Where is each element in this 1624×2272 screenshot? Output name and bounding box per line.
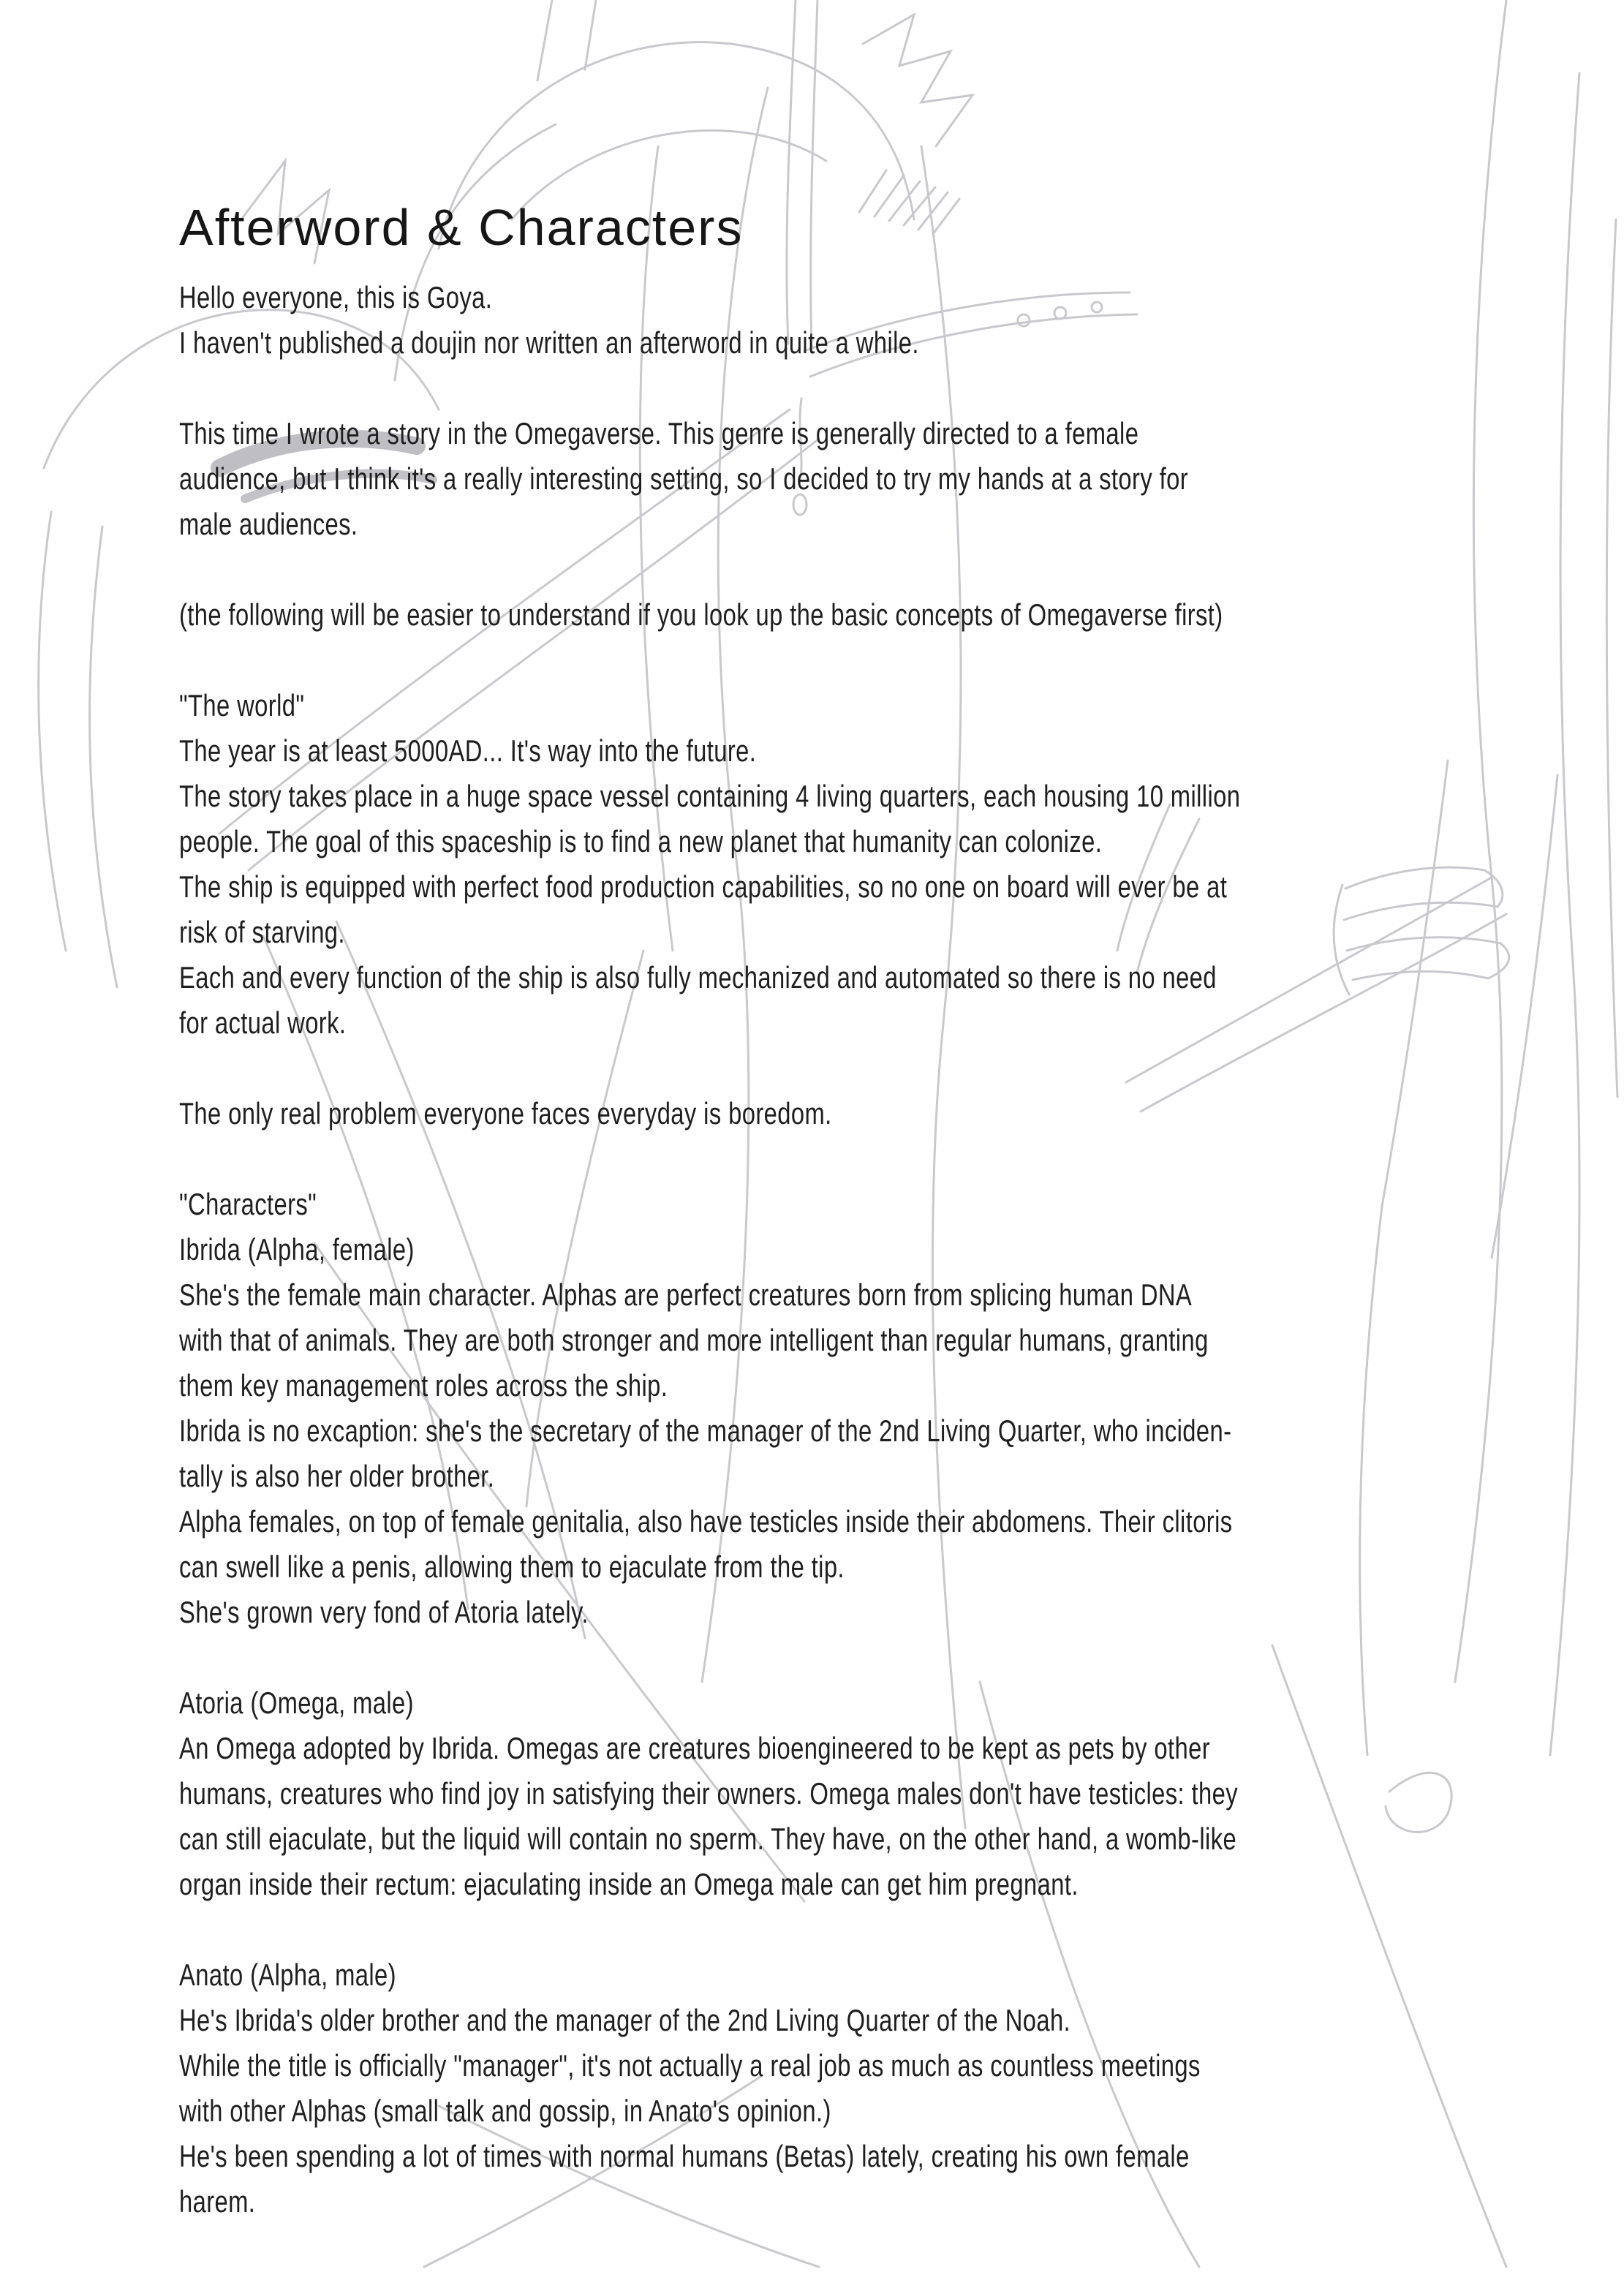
- text-line: The story takes place in a huge space vessel containing 4 living quarters, each housing 10 million: [179, 779, 1241, 813]
- afterword-text: [179, 275, 1593, 2224]
- text-line: organ inside their rectum: ejaculating inside an Omega male can get him pregnant.: [179, 1867, 1079, 1901]
- text-line: humans, creatures who find joy in satisfying their owners. Omega males don't have testicles: they: [179, 1776, 1238, 1811]
- paragraph: [179, 1182, 1593, 1635]
- text-line: tally is also her older brother.: [179, 1459, 495, 1493]
- paragraph: [179, 1952, 1593, 2224]
- text-line: audience, but I think it's a really interesting setting, so I decided to try my hands at a story for: [179, 461, 1189, 496]
- text-line: harem.: [179, 2184, 256, 2219]
- afterword-content: [179, 199, 1612, 2224]
- text-line: This time I wrote a story in the Omegaverse. This genre is generally directed to a female: [179, 416, 1139, 450]
- text-line: She's grown very fond of Atoria lately.: [179, 1595, 589, 1629]
- text-line: Hello everyone, this is Goya.: [179, 280, 493, 314]
- text-line: Atoria (Omega, male): [179, 1686, 414, 1720]
- text-line: can still ejaculate, but the liquid will contain no sperm. They have, on the other hand, a womb-like: [179, 1822, 1237, 1856]
- paragraph: [179, 1091, 1593, 1136]
- text-line: people. The goal of this spaceship is to find a new planet that humanity can colonize.: [179, 824, 1103, 858]
- text-line: An Omega adopted by Ibrida. Omegas are creatures bioengineered to be kept as pets by other: [179, 1731, 1211, 1765]
- text-line: risk of starving.: [179, 915, 345, 949]
- text-line: He's Ibrida's older brother and the manager of the 2nd Living Quarter of the Noah.: [179, 2003, 1071, 2037]
- text-line: While the title is officially "manager", it's not actually a real job as much as countless meetings: [179, 2048, 1201, 2083]
- text-line: with other Alphas (small talk and gossip, in Anato's opinion.): [179, 2094, 831, 2128]
- text-line: Ibrida (Alpha, female): [179, 1232, 415, 1267]
- paragraph: [179, 275, 1593, 366]
- text-line: for actual work.: [179, 1005, 347, 1040]
- text-line: can swell like a penis, allowing them to ejaculate from the tip.: [179, 1550, 845, 1584]
- text-line: I haven't published a doujin nor written an afterword in quite a while.: [179, 325, 919, 360]
- text-line: (the following will be easier to understand if you look up the basic concepts of Omegaverse first): [179, 597, 1223, 632]
- text-line: The year is at least 5000AD... It's way into the future.: [179, 733, 757, 768]
- text-line: Ibrida is no excaption: she's the secretary of the manager of the 2nd Living Quarter, who inciden-: [179, 1414, 1232, 1448]
- text-line: He's been spending a lot of times with normal humans (Betas) lately, creating his own female: [179, 2139, 1190, 2173]
- text-line: "Characters": [179, 1187, 317, 1221]
- text-line: Anato (Alpha, male): [179, 1958, 396, 1992]
- text-line: The only real problem everyone faces everyday is boredom.: [179, 1096, 832, 1131]
- text-line: Each and every function of the ship is also fully mechanized and automated so there is no need: [179, 960, 1217, 995]
- paragraph: [179, 1680, 1593, 1907]
- paragraph: [179, 592, 1593, 638]
- page-title: Afterword & Characters: [179, 199, 744, 256]
- text-line: with that of animals. They are both stronger and more intelligent than regular humans, granting: [179, 1323, 1209, 1357]
- text-line: Alpha females, on top of female genitalia, also have testicles inside their abdomens. Their clitoris: [179, 1504, 1233, 1539]
- text-line: "The world": [179, 688, 305, 722]
- text-line: them key management roles across the ship.: [179, 1368, 668, 1403]
- paragraph: [179, 683, 1593, 1046]
- text-line: male audiences.: [179, 507, 358, 541]
- paragraph: [179, 411, 1593, 547]
- text-line: She's the female main character. Alphas are perfect creatures born from splicing human DNA: [179, 1277, 1193, 1312]
- text-line: The ship is equipped with perfect food production capabilities, so no one on board will ever be at: [179, 869, 1228, 904]
